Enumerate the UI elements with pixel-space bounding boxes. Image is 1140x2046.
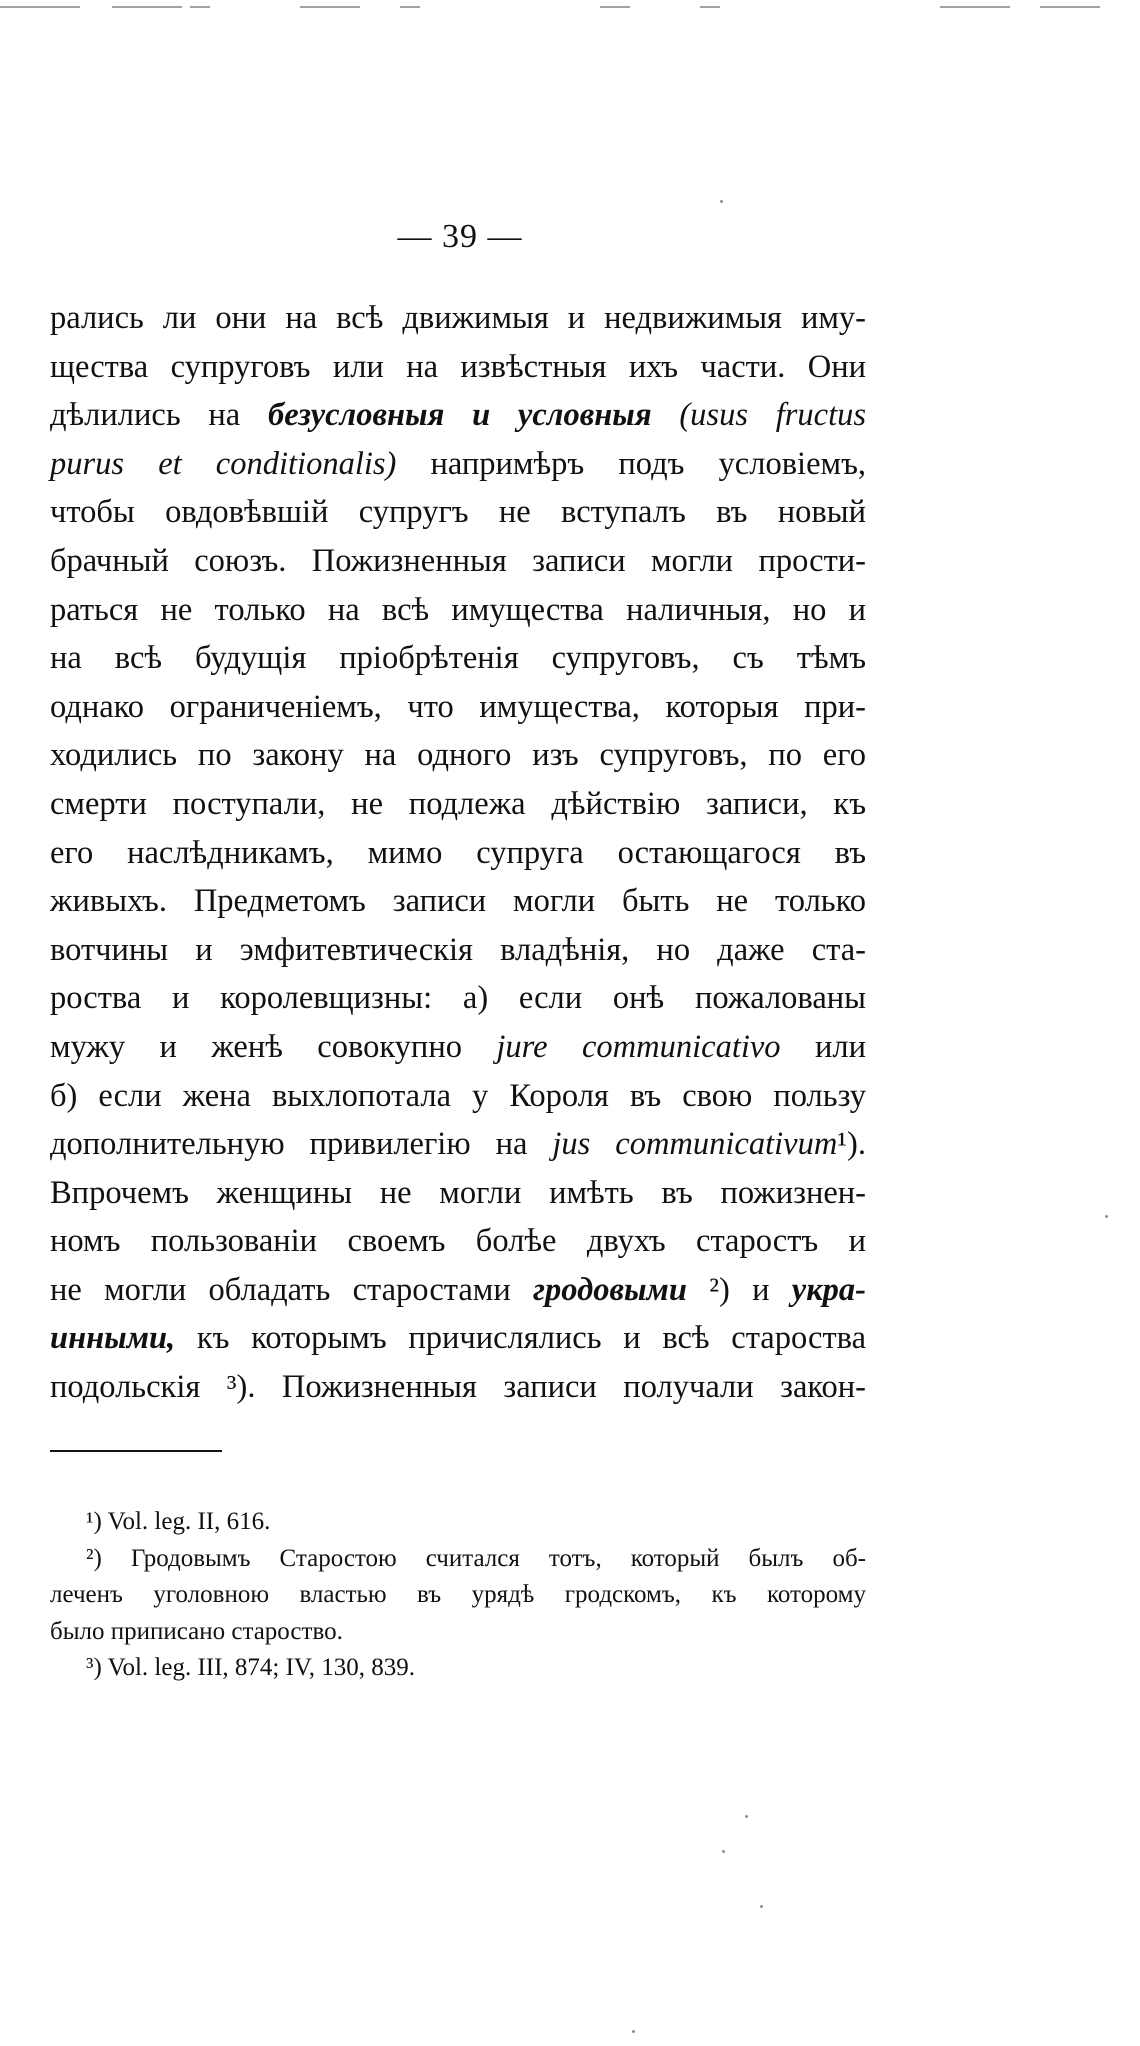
text-line: б) если жена выхлопотала у Короля въ свою пользу <box>50 1077 866 1114</box>
scan-edge-marks <box>0 6 1140 12</box>
latin-span: jure communicativo <box>496 1028 781 1065</box>
text-line: брачный союзъ. Пожизненныя записи могли прости- <box>50 542 866 579</box>
text-line: однако ограниченіемъ, что имущества, которыя при- <box>50 688 866 725</box>
scan-speck <box>760 1905 763 1908</box>
text-span: къ которымъ причислялись и всѣ староства <box>175 1320 866 1357</box>
page-number: — 39 — <box>397 218 523 255</box>
text-line: Впрочемъ женщины не могли имѣть въ пожизнен- <box>50 1174 866 1211</box>
text-line: смерти поступали, не подлежа дѣйствію записи, къ <box>50 785 866 822</box>
text-line: номъ пользованіи своемъ болѣе двухъ старостъ и <box>50 1223 866 1260</box>
footnote-ref: ²) и <box>686 1271 792 1308</box>
footnote-divider <box>50 1450 222 1452</box>
emphasis-span: укра- <box>791 1271 866 1308</box>
text-line: раться не только на всѣ имущества наличныя, но и <box>50 591 866 628</box>
text-line: на всѣ будущія пріобрѣтенія супруговъ, съ тѣмъ <box>50 640 866 677</box>
text-span: или <box>780 1028 867 1065</box>
text-line <box>50 440 866 489</box>
text-line: чтобы овдовѣвшій супругъ не вступалъ въ новый <box>50 494 866 531</box>
latin-span: (usus fructus <box>651 397 867 434</box>
text-span: дѣлились на <box>50 397 269 434</box>
text-line <box>50 1266 866 1315</box>
emphasis-span: инными, <box>50 1320 176 1357</box>
text-line: роства и королевщизны: а) если онѣ пожалованы <box>50 980 866 1017</box>
latin-span: purus et conditionalis) <box>50 445 397 482</box>
scan-speck <box>745 1815 748 1818</box>
text-span: мужу и женѣ совокупно <box>50 1028 497 1065</box>
text-span: не могли обладать старостами <box>50 1271 534 1308</box>
latin-span: jus communicativum <box>552 1126 838 1163</box>
footnote-3: ³) Vol. leg. III, 874; IV, 130, 839. <box>86 1654 416 1682</box>
footnote-2-end: было приписано староство. <box>50 1617 343 1645</box>
text-line: рались ли они на всѣ движимыя и недвижимыя иму- <box>50 300 866 336</box>
text-span: дополнительную привилегію на <box>50 1126 553 1163</box>
text-line <box>50 1314 866 1363</box>
footnote-2: ²) Гродовымъ Старостою считался тотъ, который былъ об- <box>86 1544 866 1572</box>
body-text <box>50 294 866 1412</box>
text-line: подольскія ³). Пожизненныя записи получали закон- <box>50 1369 866 1406</box>
footnote-ref: ¹). <box>837 1126 866 1163</box>
scan-speck <box>1105 1215 1108 1218</box>
text-line: вотчины и эмфитевтическія владѣнія, но даже ста- <box>50 931 866 968</box>
emphasis-span: гродовыми <box>533 1271 687 1308</box>
text-line <box>50 1023 866 1072</box>
scan-speck <box>632 2030 635 2033</box>
text-line: его наслѣдникамъ, мимо супруга остающагося въ <box>50 834 866 871</box>
emphasis-span: безусловныя и условныя <box>268 397 652 434</box>
scan-speck <box>720 200 723 203</box>
text-line: ходились по закону на одного изъ супруговъ, по его <box>50 737 866 774</box>
text-line: живыхъ. Предметомъ записи могли быть не только <box>50 883 866 920</box>
text-line <box>50 391 866 440</box>
text-span: напримѣръ подъ условіемъ, <box>396 445 866 482</box>
scan-speck <box>722 1850 725 1853</box>
footnotes <box>50 1504 866 1687</box>
footnote-2-continued: леченъ уголовною властью въ урядѣ гродскомъ, къ которому <box>50 1581 866 1609</box>
text-line: щества супруговъ или на извѣстныя ихъ части. Они <box>50 348 866 385</box>
text-line <box>50 1120 866 1169</box>
footnote-1: ¹) Vol. leg. II, 616. <box>86 1508 271 1535</box>
